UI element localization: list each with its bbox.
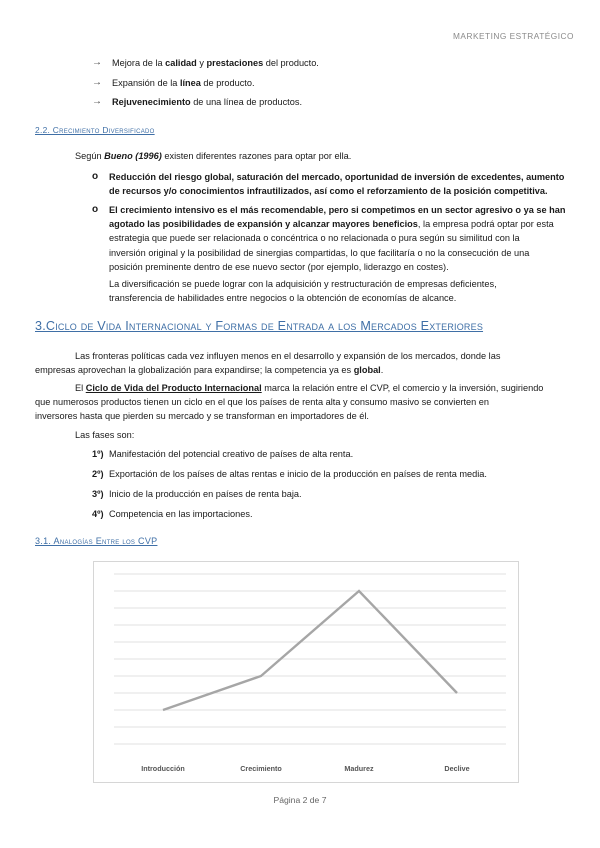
section-heading-2-2: 2.2. Crecimiento Diversificado [35, 125, 155, 135]
page-number: Página 2 de 7 [273, 795, 327, 805]
x-tick-label: Madurez [344, 764, 374, 773]
x-tick-label: Crecimiento [240, 764, 282, 773]
phase-number: 2º) [92, 469, 104, 479]
arrow-right-icon: → [92, 96, 102, 107]
phase-number: 3º) [92, 489, 104, 499]
document-header: MARKETING ESTRATÉGICO [453, 31, 574, 41]
extra-paragraph: La diversificación se puede lograr con la adquisición y restructuración de empresas deficientes, transferencia de habilidades entre negocios o la obtención de economías de alcance. [109, 279, 497, 304]
section-intro: Según Bueno (1996) existen diferentes razones para optar por ella. [75, 151, 352, 161]
phase-text: Exportación de los países de altas rentas e inicio de la producción en países de renta media. [109, 469, 487, 479]
cvp-chart [93, 561, 519, 783]
cvp-chart-svg [94, 562, 518, 782]
bullet-text: El crecimiento intensivo es el más recomendable, pero si competimos en un sector agresivo o ya se han agotado las posibilidades de expansión y alcanzar mayores beneficios, la empresa podrá optar por esta estrategia que puede ser relacionada o concéntrica o no relacionada o pura según su similitud con la inversión original y la posibilidad de sinergias compartidas, lo que facilitaría o no la consecución de una posición preminente dentro de ese nuevo sector (por ejemplo, liderazgo en costes). [109, 205, 566, 272]
phase-number: 1º) [92, 449, 104, 459]
phase-number: 4º) [92, 509, 104, 519]
section-heading-3-1: 3.1. Analogías Entre los CVP [35, 536, 158, 546]
arrow-list-item: → Rejuvenecimiento de una línea de productos. [92, 96, 302, 107]
bullet-marker: o [92, 204, 99, 215]
arrow-list-item: → Mejora de la calidad y prestaciones del producto. [92, 57, 319, 68]
arrow-right-icon: → [92, 77, 102, 88]
phase-text: Competencia en las importaciones. [109, 509, 253, 519]
section-heading-3: 3.Ciclo de Vida Internacional y Formas de Entrada a los Mercados Exteriores [35, 319, 484, 333]
bullet-text: Reducción del riesgo global, saturación del mercado, oportunidad de inversión de excedentes, aumento de recursos y/o conocimientos infrautilizados, así como el reforzamiento de la posición competitiva. [109, 172, 565, 197]
paragraph-cvp-internacional: El Ciclo de Vida del Producto Internacional marca la relación entre el CVP, el comercio y la inversión, sugiriendo que numerosos productos tienen un ciclo en el que los países de renta alta y consumo masivo se convierten en inversores hasta que pierden su mercado y se transforman en importadores de él. [35, 383, 544, 422]
arrow-list-item: → Expansión de la línea de producto. [92, 77, 255, 88]
series-line [163, 591, 457, 710]
arrow-right-icon: → [92, 57, 102, 68]
phases-intro: Las fases son: [75, 430, 135, 440]
bullet-marker: o [92, 171, 99, 182]
phase-text: Inicio de la producción en países de renta baja. [109, 489, 302, 499]
x-tick-label: Introducción [141, 764, 185, 773]
phase-text: Manifestación del potencial creativo de países de alta renta. [109, 449, 354, 459]
paragraph-fronteras: Las fronteras políticas cada vez influyen menos en el desarrollo y expansión de los mercados, donde las empresas aprovechan la globalización para expandirse; la competencia ya es global. [35, 351, 501, 376]
x-tick-label: Declive [444, 764, 470, 773]
